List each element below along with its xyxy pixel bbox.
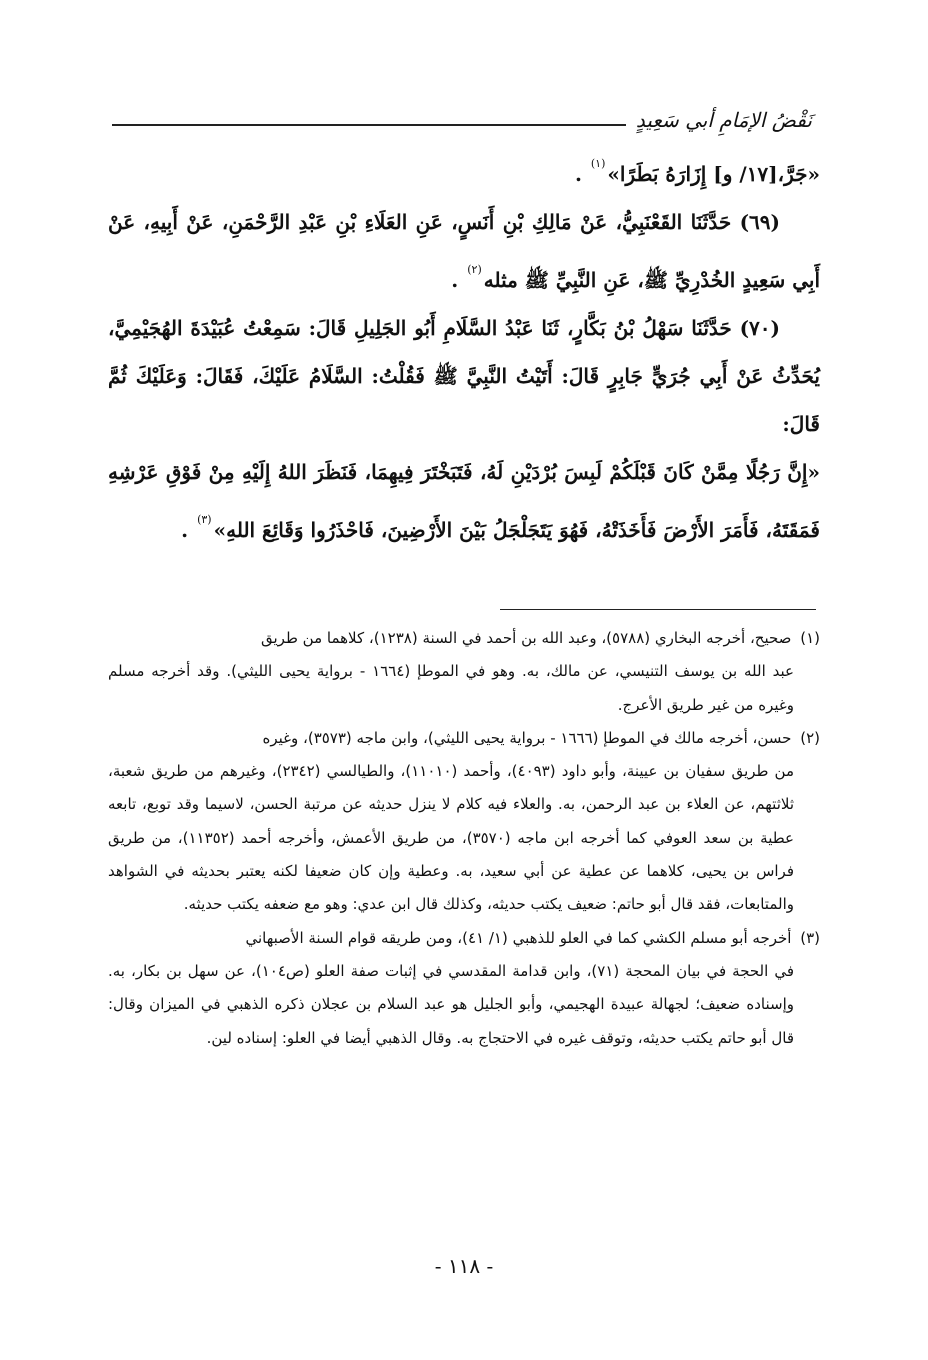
footnote-ref-1[interactable]: (١): [590, 157, 606, 170]
footnote-number: (٣): [800, 928, 820, 947]
footnote-separator: [500, 609, 816, 610]
running-title: نَقْضُ الإمَامِ أبي سَعِيدٍ: [635, 108, 812, 132]
main-text: [108, 140, 820, 554]
page-number: - ١١٨ -: [434, 1254, 494, 1278]
footnote-ref-2[interactable]: (٢): [467, 263, 482, 276]
footnote-number: (٢): [800, 728, 820, 747]
footnote-1: (١) صحيح، أخرجه البخاري (٥٧٨٨)، وعبد الله بن أحمد في السنة (١٢٣٨)، كلاهما من طريق عبد الله بن يوسف التنيسي، عن مالك، به. وهو في الموطإ (١٦٦٤ - برواية يحيى الليثي). وقد أخرجه مسلم وغيره من غير طريق الأعرج.: [108, 629, 820, 714]
footnote-ref-3[interactable]: (٣): [197, 513, 212, 526]
header-rule: [112, 124, 626, 126]
running-header: [112, 92, 812, 132]
footnote-2: (٢) حسن، أخرجه مالك في الموطإ (١٦٦٦ - برواية يحيى الليثي)، وابن ماجه (٣٥٧٣)، وغيره من طريق سفيان بن عيينة، وأبو داود (٤٠٩٣)، وأحمد (١١٠١٠)، والطيالسي (٢٣٤٢)، وغيرهم من طريق شعبة، ثلاثتهم، عن العلاء بن عبد الرحمن، به. والعلاء فيه كلام لا ينزل حديثه عن مرتبة الحسن، لاسيما وقد توبع، تابعه عطية بن سعد العوفي كما أخرجه ابن ماجه (٣٥٧٠)، من طريق الأعمش، وأخرجه أحمد (١١٣٥٢)، من طريق فراس بن يحيى، كلاهما عن عطية عن أبي سعيد، به. وعطية وإن كان ضعيفا لكنه يعتبر بحديثه في الشواهد والمتابعات، فقد قال أبو حاتم: ضعيف يكتب حديثه، وكذلك قال ابن عدي: وهو مع ضعفه يكتب حديثه.: [108, 728, 820, 914]
hadith-70-intro: (٧٠) حَدَّثَنَا سَهْلُ بْنُ بَكَّارٍ، ثَنَا عَبْدُ السَّلَامِ أَبُو الجَلِيلِ قَالَ: سَمِعْتُ عُبَيْدَةَ الهُجَيْمِيَّ، يُحَدِّثُ عَنْ أَبِي جُرَيٍّ جَابِرٍ قَالَ: أَتَيْتُ النَّبِيَّ ﷺ فَقُلْتُ: السَّلَامُ عَلَيْكَ، فَقَالَ: وَعَلَيْكَ ثُمَّ قَالَ:: [108, 316, 820, 436]
hadith-69: (٦٩) حَدَّثَنَا القَعْنَبِيُّ، عَنْ مَالِكِ بْنِ أَنَسٍ، عَنِ العَلَاءِ بْنِ عَبْدِ الرَّحْمَنِ، عَنْ أَبِيهِ، عَنْ أَبِي سَعِيدٍ الخُدْرِيِّ ﷺ، عَنِ النَّبِيِّ ﷺ مثله$^{(٢)}$ .: [108, 210, 820, 292]
carryover-line: «جَرَّ،[١٧/ و] إِزَارَهُ بَطَرًا»$^{(١)}$ .: [574, 157, 820, 186]
footnotes: [108, 622, 820, 1055]
footnote-3: (٣) أخرجه أبو مسلم الكشي كما في العلو للذهبي (١/ ٤١)، ومن طريقه قوام السنة الأصبهاني في الحجة في بيان المحجة (٧١)، وابن قدامة المقدسي في إثبات صفة العلو (ص١٠٤)، عن سهل بن بكار، به. وإسناده ضعيف؛ لجهالة عبيدة الهجيمي، وأبو الجليل هو عبد السلام بن عجلان ذكره الذهبي في الميزان وقال: قال أبو حاتم يكتب حديثه، وتوقف غيره في الاحتجاج به. وقال الذهبي أيضا في العلو: إسناده لين.: [108, 928, 820, 1047]
hadith-70-quote: «إِنَّ رَجُلًا مِمَّنْ كَانَ قَبْلَكُمْ لَبِسَ بُرْدَيْنِ لَهُ، فَتَبَخْتَرَ فِيهِمَا، فَنَظَرَ اللهُ إِلَيْهِ مِنْ فَوْقِ عَرْشِهِ فَمَقَتَهُ، فَأَمَرَ الأَرْضَ فَأَخَذَتْهُ، فَهُوَ يَتَجَلْجَلُ بَيْنَ الأَرْضِينَ، فَاحْذَرُوا وَقَائِعَ اللهِ»$^{(٣)}$ .: [108, 460, 820, 542]
footnote-number: (١): [800, 629, 820, 647]
